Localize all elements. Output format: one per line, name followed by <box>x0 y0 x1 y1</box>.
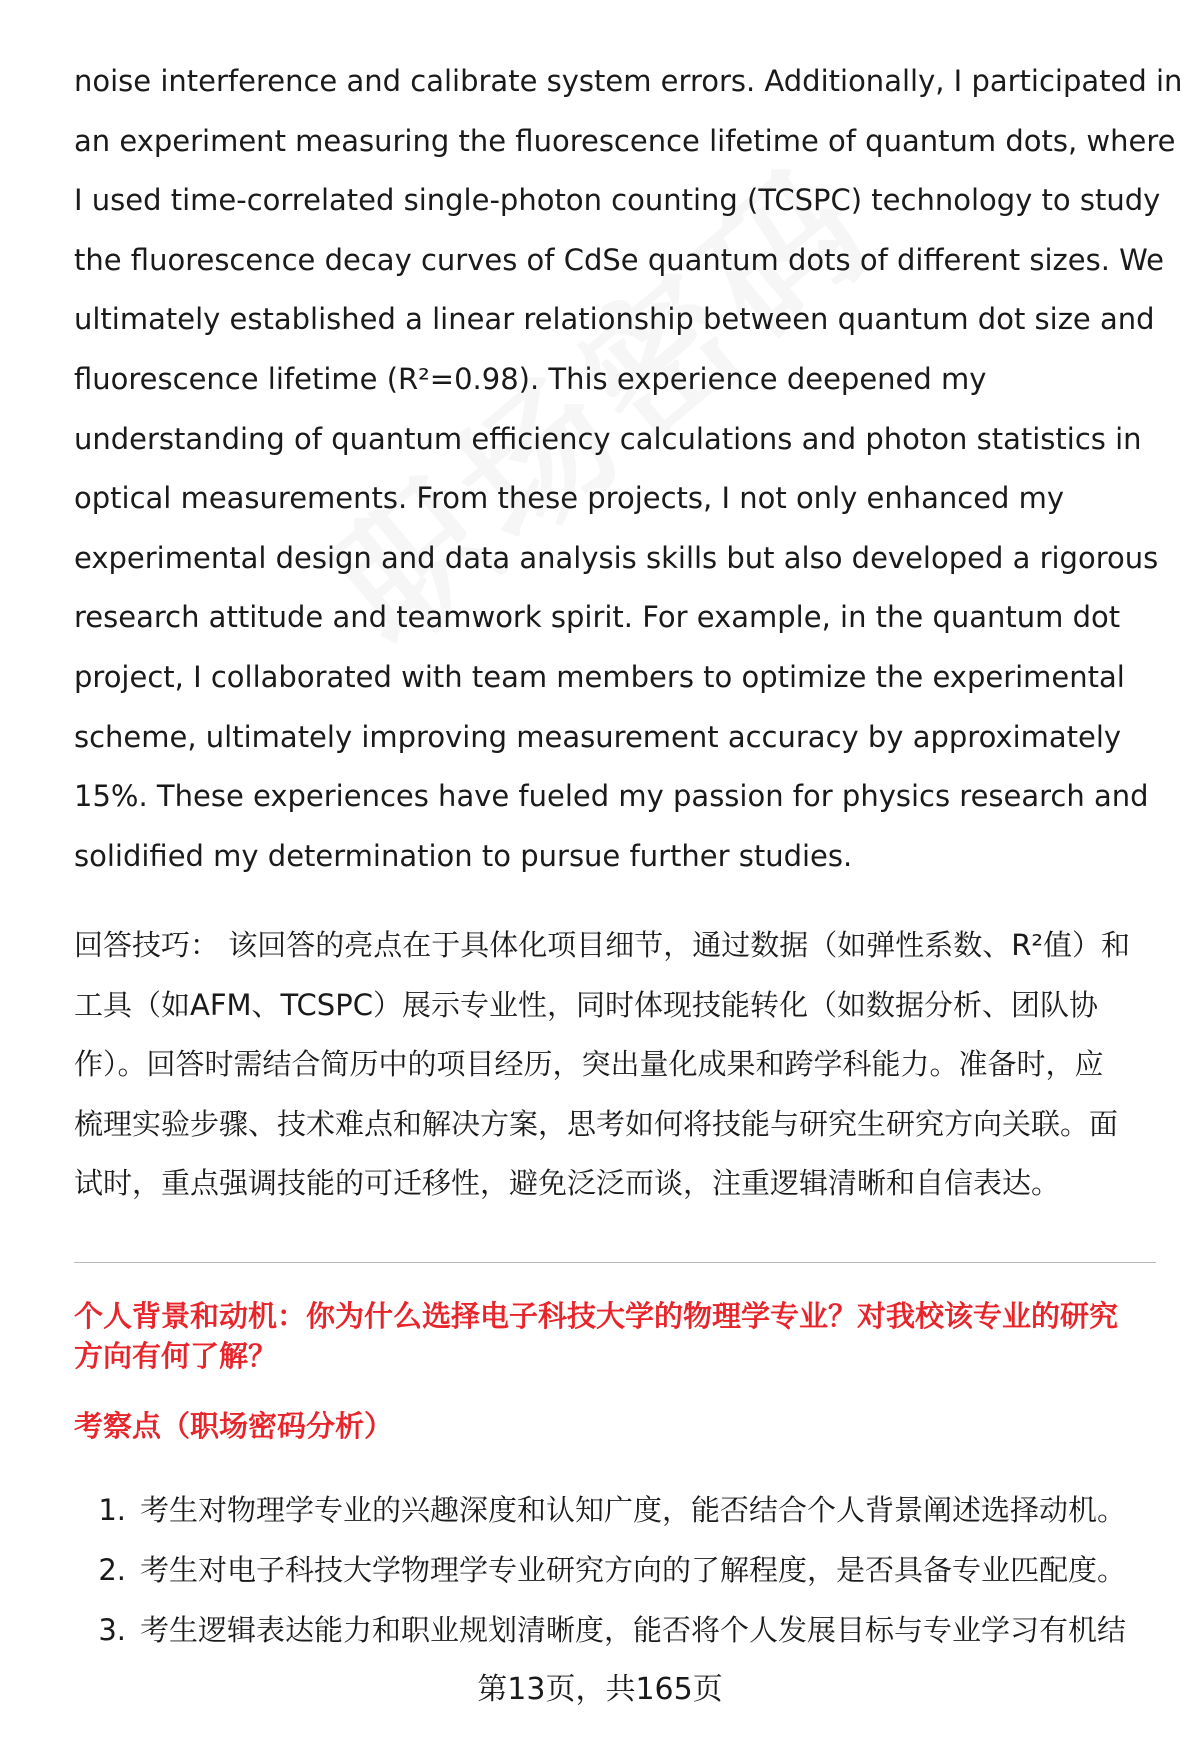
tips-line: 梳理实验步骤、技术难点和解决方案，思考如何将技能与研究生研究方向关联。面 <box>74 1106 1119 1141</box>
paragraph-line: optical measurements. From these projects, I not only enhanced my <box>74 481 1065 516</box>
interview-question <box>74 1296 1154 1376</box>
tips-line: 回答技巧： 该回答的亮点在于具体化项目细节，通过数据（如弹性系数、R²值）和 <box>74 928 1130 962</box>
paragraph-line: research attitude and teamwork spirit. For example, in the quantum dot <box>74 600 1121 635</box>
assessment-list <box>74 1480 1154 1660</box>
paragraph-line: 15%. These experiences have fueled my passion for physics research and <box>74 779 1149 814</box>
tips-line: 试时，重点强调技能的可迁移性，避免泛泛而谈，注重逻辑清晰和自信表达。 <box>74 1166 1061 1201</box>
list-item <box>74 1480 1154 1540</box>
list-item-number: 2. <box>98 1553 126 1587</box>
page-number: 第13页，共165页 <box>477 1672 723 1707</box>
paragraph-line: I used time-correlated single-photon counting (TCSPC) technology to study <box>74 183 1161 218</box>
paragraph-line: solidified my determination to pursue further studies. <box>74 838 853 873</box>
tips-line: 工具（如AFM、TCSPC）展示专业性，同时体现技能转化（如数据分析、团队协 <box>74 987 1098 1022</box>
paragraph-line: scheme, ultimately improving measurement accuracy by approximately <box>74 719 1122 754</box>
paragraph-line: fluorescence lifetime (R²=0.98). This experience deepened my <box>74 361 987 396</box>
list-item-number: 1. <box>98 1493 126 1527</box>
section-divider <box>74 1262 1156 1263</box>
list-item-text: 考生逻辑表达能力和职业规划清晰度，能否将个人发展目标与专业学习有机结 <box>140 1613 1127 1647</box>
paragraph-line: understanding of quantum efficiency calculations and photon statistics in <box>74 421 1142 456</box>
paragraph-line: project, I collaborated with team members to optimize the experimental <box>74 659 1125 694</box>
paragraph-line: an experiment measuring the fluorescence lifetime of quantum dots, where <box>74 123 1176 158</box>
paragraph-line: noise interference and calibrate system errors. Additionally, I participated in <box>74 64 1183 98</box>
list-item-text: 考生对物理学专业的兴趣深度和认知广度，能否结合个人背景阐述选择动机。 <box>140 1493 1127 1527</box>
list-item-number: 3. <box>98 1613 126 1647</box>
list-item <box>74 1600 1154 1660</box>
list-item-text: 考生对电子科技大学物理学专业研究方向的了解程度，是否具备专业匹配度。 <box>140 1553 1127 1587</box>
tips-line: 作）。回答时需结合简历中的项目经历，突出量化成果和跨学科能力。准备时，应 <box>74 1047 1104 1082</box>
body-paragraph <box>74 52 1183 886</box>
answer-tips <box>74 916 1154 1214</box>
question-line: 个人背景和动机：你为什么选择电子科技大学的物理学专业？对我校该专业的研究 <box>74 1299 1119 1333</box>
paragraph-line: the fluorescence decay curves of CdSe quantum dots of different sizes. We <box>74 242 1164 277</box>
question-line: 方向有何了解？ <box>74 1339 278 1373</box>
assessment-heading: 考察点（职场密码分析） <box>74 1409 394 1443</box>
paragraph-line: experimental design and data analysis skills but also developed a rigorous <box>74 540 1159 575</box>
list-item <box>74 1540 1154 1600</box>
paragraph-line: ultimately established a linear relationship between quantum dot size and <box>74 302 1155 337</box>
